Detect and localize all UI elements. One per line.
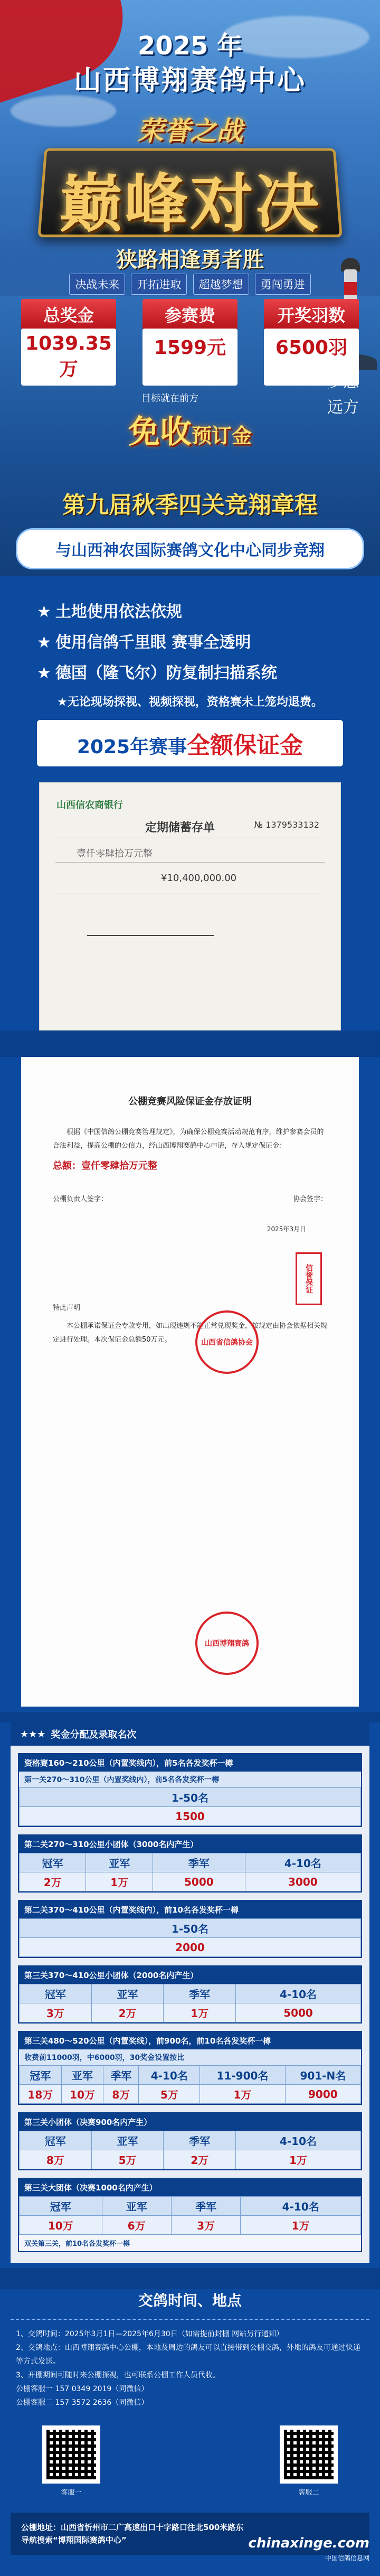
refund-note: ★无论现场探视、视频探视，资格赛未上笼均退费。 (57, 696, 323, 709)
divider (55, 862, 325, 863)
rank-cell: 季军 (153, 1853, 245, 1872)
prize-cell: 1万 (236, 2150, 361, 2169)
stat-values (21, 329, 359, 386)
prize-cell: 8万 (103, 2085, 139, 2104)
group-head: 第二关370～410公里（内置奖线内），前10名各发奖杯一樽 (19, 1901, 361, 1918)
time-place-title: 交鸽时间、地点 (11, 2289, 369, 2320)
rank-cell: 亚军 (91, 2131, 164, 2150)
rank-cell: 季军 (164, 1984, 236, 2003)
target-text: 目标就在前方 (141, 393, 198, 404)
tag: 决战未来 (69, 274, 125, 295)
rank-cell: 4-10名 (236, 1984, 361, 2003)
cert-paragraph: 本公棚承诺保证金专款专用，如出现违规不能正常兑现奖金，按规定由协会依据相关规定进行处理。本次保证金总额50万元。 (53, 1322, 328, 1344)
qr-item (42, 2425, 100, 2497)
rank-cell: 4-10名 (241, 2197, 361, 2216)
group-head: 第二关270～310公里小团体（3000名内产生） (19, 1835, 361, 1853)
prize-cell: 3万 (20, 2003, 92, 2022)
prize-cell: 1万 (86, 1872, 153, 1891)
time-place-lines (11, 2320, 369, 2410)
address-line: 公棚地址：山西省忻州市二广高速出口十字路口往北500米路东 (21, 2523, 244, 2532)
tag: 勇闯勇进 (255, 274, 311, 295)
stamp-text: 信誉保证 (305, 1264, 313, 1294)
deposit-banner (37, 720, 343, 766)
cert-paragraph: 根据《中国信鸽公棚竞赛管理规定》，为确保公棚竞赛活动规范有序，维护参赛会员的合法利益，提高公棚的公信力，经山西博翔赛鸽中心申请，存入规定保证金： (53, 1128, 324, 1150)
stat-value-prize: 1039.35万 (21, 329, 116, 386)
prize-cell: 2万 (91, 2003, 164, 2022)
rank-cell: 1-50名 (20, 1919, 361, 1938)
qr-code-icon[interactable] (280, 2425, 338, 2484)
rules-title: 第九届秋季四关竞翔章程 (62, 492, 318, 519)
seal-text: 山西博翔赛鸽 (205, 1640, 249, 1648)
time-place-section (0, 2289, 380, 2576)
star-icon: ★★★ (20, 1728, 46, 1740)
prize-cell: 2万 (164, 2150, 236, 2169)
cert-date: 2025年3月日 (267, 1225, 306, 1233)
qr-code-icon[interactable] (42, 2425, 100, 2484)
group-head: 第三关370～410公里小团体（2000名内产生） (19, 1966, 361, 1984)
rank-cell: 冠军 (20, 2066, 62, 2085)
prize-cell: 18万 (20, 2085, 62, 2104)
prize-cell: 5万 (91, 2150, 164, 2169)
prize-cell: 2万 (20, 1872, 86, 1891)
qr-label: 客服一 (61, 2489, 82, 2497)
prize-group (18, 1834, 362, 1893)
rank-cell: 4-10名 (245, 1853, 360, 1872)
cooperation-banner: 与山西神农国际赛鸽文化中心同步竞翔 (16, 528, 364, 569)
prize-group (18, 1753, 362, 1827)
stat-label-prize: 总奖金 (21, 299, 116, 330)
star-icon: ★ (37, 603, 51, 621)
site-watermark (248, 2536, 369, 2565)
rank-cell: 冠军 (20, 1853, 86, 1872)
time-place-block (11, 2289, 369, 2555)
prize-cell: 1万 (200, 2085, 285, 2104)
slogan-tags (0, 274, 380, 295)
prize-cell: 5万 (139, 2085, 200, 2104)
tag: 开拓进取 (131, 274, 187, 295)
slogan: 狭路相逢勇者胜 (116, 248, 264, 272)
rank-cell: 901-N名 (285, 2066, 360, 2085)
group-head: 第三关大团体（决赛1000名内产生） (19, 2179, 361, 2196)
address-line: 导航搜索“博翔国际赛鸽中心” (21, 2535, 127, 2545)
rank-cell: 冠军 (20, 1984, 92, 2003)
hero-center-name: 山西博翔赛鸽中心 (73, 65, 306, 97)
prize-cell: 5000 (153, 1872, 245, 1891)
prize-cell: 3万 (171, 2216, 240, 2235)
prize-group (18, 1900, 362, 1958)
slip-amount-text: 壹仟零肆拾万元整 (77, 848, 153, 859)
prize-cell: 10万 (20, 2216, 102, 2235)
watermark-sub: 中国信鸽信息网 (325, 2554, 369, 2562)
prize-cell: 10万 (61, 2085, 103, 2104)
slip-title: 定期储蓄存单 (145, 821, 215, 835)
prize-cell: 8万 (20, 2150, 92, 2169)
stat-label-count: 开奖羽数 (264, 299, 359, 330)
rank-cell: 季军 (164, 2131, 236, 2150)
slip-amount-number: ¥10,400,000.00 (161, 873, 237, 884)
time-place-line: 2、交鸽地点：山西博翔赛鸽中心公棚，本地及周边的鸽友可以直接带到公棚交鸽，外地的鸽友可通过快递等方式发送。 (16, 2344, 360, 2366)
rect-stamp (296, 1252, 322, 1305)
group-head: 第三关小团体（决赛900名内产生） (19, 2113, 361, 2131)
prize-group (18, 2112, 362, 2170)
prize-group (18, 2031, 362, 2105)
prize-cell: 1万 (164, 2003, 236, 2022)
seal-stamp (195, 1612, 259, 1675)
bank-name: 山西信农商银行 (56, 800, 123, 811)
time-place-line: 3、开棚期间可随时来公棚探视，也可联系公棚工作人员代收。 (16, 2371, 220, 2380)
watermark-main: chinaxinge.com (248, 2535, 369, 2551)
cert-declaration: 特此声明 (53, 1304, 81, 1312)
group-foot: 双关第三关，前10名各发奖杯一樽 (19, 2235, 361, 2251)
free-big-text: 免收 (128, 414, 192, 451)
hero-year: 2025 年 (137, 31, 243, 61)
group-head: 第三关480～520公里（内置奖线），前900名，前10名各发奖杯一樽 (19, 2032, 361, 2049)
sig-right: 协会签字： (292, 1195, 327, 1203)
qr-label: 客服二 (298, 2489, 319, 2497)
qr-codes (11, 2410, 369, 2502)
tag: 超越梦想 (193, 274, 249, 295)
star-icon: ★ (37, 664, 51, 682)
group-sub: 第一关270～310公里（内置奖线内），前5名各发奖杯一樽 (19, 1772, 361, 1787)
rank-cell: 亚军 (86, 1853, 153, 1872)
feature-item (21, 627, 359, 658)
rank-cell: 11-900名 (200, 2066, 285, 2085)
prize-group (18, 1965, 362, 2024)
free-small-text: 预订金 (191, 424, 252, 447)
banner-prefix: 2025年赛事 (77, 736, 187, 758)
group-sub: 收费前11000羽，中6000羽，30奖金设置按比 (19, 2049, 361, 2065)
honor-heading: 荣誉之战 (137, 116, 243, 146)
rank-cell: 亚军 (61, 2066, 103, 2085)
cert-total: 总额：壹仟零肆拾万元整 (53, 1160, 157, 1172)
prize-table (11, 1722, 369, 2263)
free-deposit-banner (0, 407, 380, 452)
rank-cell: 4-10名 (236, 2131, 361, 2150)
prize-cell: 3000 (245, 1872, 360, 1891)
feature-text: 德国（隆飞尔）防复制扫描系统 (55, 664, 277, 682)
prize-cell: 2000 (20, 1938, 361, 1957)
stat-label-fee: 参赛费 (142, 299, 238, 330)
certificate-section (0, 1057, 380, 1712)
rank-cell: 季军 (103, 2066, 139, 2085)
stat-value-fee: 1599元 (142, 329, 238, 386)
cert-signature-row (53, 1193, 327, 1203)
prize-section (0, 1722, 380, 2268)
star-icon: ★ (37, 633, 51, 652)
prize-group (18, 2178, 362, 2252)
feature-item (21, 658, 359, 689)
seal-text: 山西省信鸽协会 (201, 1338, 253, 1347)
prize-cell: 5000 (236, 2003, 361, 2022)
cert-title: 公棚竞赛风险保证金存放证明 (128, 1096, 252, 1107)
seal-stamp (195, 1310, 259, 1374)
dream-line: 梦想 (327, 373, 359, 391)
rank-cell: 冠军 (20, 2131, 92, 2150)
deposit-slip-image (39, 782, 341, 1031)
dream-line: 远方 (327, 398, 359, 417)
prize-cell: 6万 (102, 2216, 171, 2235)
prize-cell: 1万 (241, 2216, 361, 2235)
sig-left: 公棚负责人签字： (53, 1195, 108, 1203)
feature-item (21, 597, 359, 627)
qr-item (280, 2425, 338, 2497)
group-head: 资格赛160～210公里（内置奖线内），前5名各发奖杯一樽 (19, 1754, 361, 1772)
hero-section (0, 0, 380, 576)
rank-cell: 季军 (171, 2197, 240, 2216)
stat-value-count: 6500羽 (264, 329, 359, 386)
certificate-document (21, 1057, 359, 1707)
prize-cell: 9000 (285, 2085, 360, 2104)
slip-number: № 1379533132 (254, 820, 319, 830)
time-place-line: 1、交鸽时间：2025年3月1日—2025年6月30日（如需提前封棚 网站另行通知） (16, 2330, 284, 2338)
rank-cell: 1-50名 (20, 1788, 361, 1807)
features-section (0, 576, 380, 1031)
rank-cell: 亚军 (102, 2197, 171, 2216)
stat-labels (21, 299, 359, 330)
prize-header-text: 奖金分配及录取名次 (51, 1729, 137, 1740)
time-place-line: 公棚客服二 157 3572 2636（同微信） (16, 2399, 149, 2407)
main-title: 巅峰对决 (59, 166, 321, 241)
rank-cell: 4-10名 (139, 2066, 200, 2085)
prize-cell: 1500 (20, 1807, 361, 1826)
feature-text: 使用信鸽千里眼 赛事全透明 (55, 633, 251, 652)
banner-highlight: 全额保证金 (187, 732, 303, 759)
rank-cell: 亚军 (91, 1984, 164, 2003)
rank-cell: 冠军 (20, 2197, 102, 2216)
feature-text: 土地使用依法依规 (55, 603, 182, 621)
time-place-line: 公棚客服一 157 0349 2019（同微信） (16, 2385, 149, 2393)
prize-header (11, 1722, 369, 1746)
signature-line (87, 904, 214, 936)
